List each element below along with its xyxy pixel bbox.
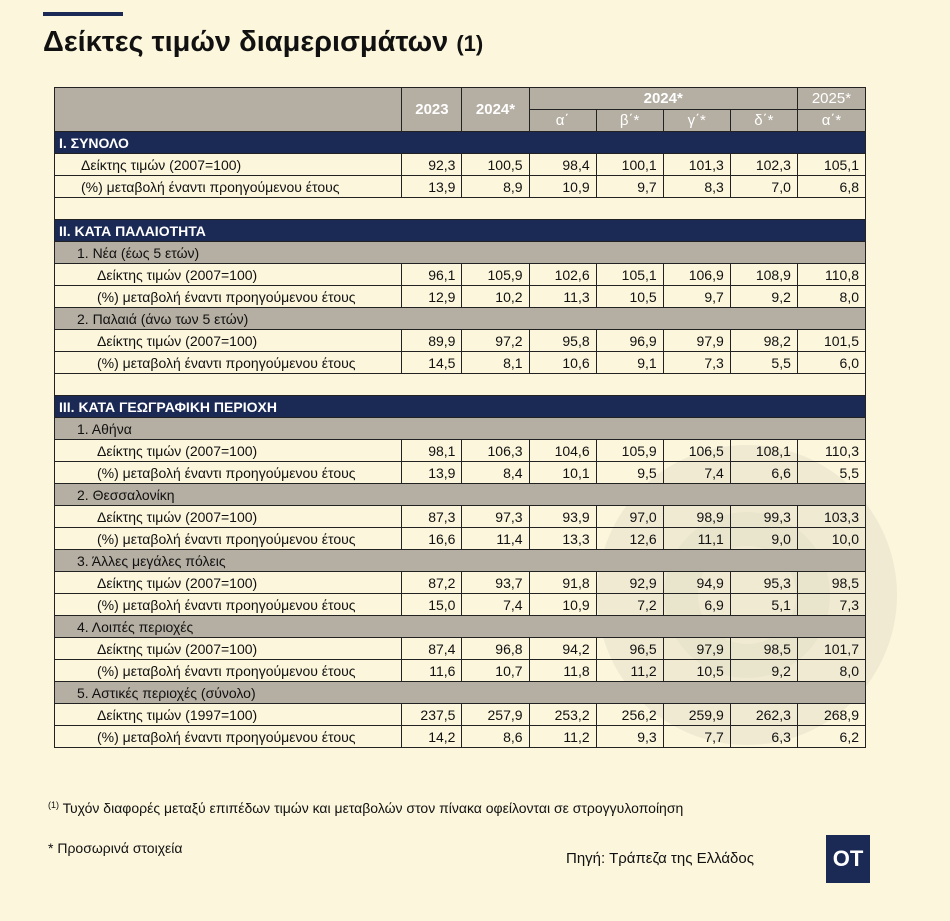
table-cell: 257,9 xyxy=(462,704,529,726)
row-label: Δείκτης τιμών (2007=100) xyxy=(55,440,402,462)
table-cell: 8,9 xyxy=(462,176,529,198)
table-cell: 237,5 xyxy=(402,704,462,726)
table-row xyxy=(55,286,866,308)
subsection-old xyxy=(55,308,866,330)
footnote-mark: (1) xyxy=(48,800,59,810)
table-cell: 7,3 xyxy=(797,594,865,616)
table-cell: 94,2 xyxy=(529,638,596,660)
table-cell: 105,9 xyxy=(462,264,529,286)
row-label: (%) μεταβολή έναντι προηγούμενου έτους xyxy=(55,660,402,682)
table-row xyxy=(55,704,866,726)
table-cell: 5,1 xyxy=(730,594,797,616)
table-cell: 87,4 xyxy=(402,638,462,660)
table-cell: 104,6 xyxy=(529,440,596,462)
table-cell: 8,0 xyxy=(797,286,865,308)
table-cell: 11,8 xyxy=(529,660,596,682)
table-cell: 12,6 xyxy=(596,528,663,550)
header-2023: 2023 xyxy=(402,88,462,132)
header-q-a: α΄ xyxy=(529,110,596,132)
table-cell: 105,9 xyxy=(596,440,663,462)
table-cell: 97,3 xyxy=(462,506,529,528)
table-cell: 6,8 xyxy=(797,176,865,198)
header-q-c: γ΄* xyxy=(663,110,730,132)
section-label: ΙΙ. ΚΑΤΑ ΠΑΛΑΙΟΤΗΤΑ xyxy=(55,220,866,242)
table-cell: 105,1 xyxy=(797,154,865,176)
page-title xyxy=(43,26,483,59)
table-row xyxy=(55,594,866,616)
table-cell: 9,3 xyxy=(596,726,663,748)
table-cell: 101,7 xyxy=(797,638,865,660)
section-age xyxy=(55,220,866,242)
table-row xyxy=(55,352,866,374)
table-cell: 7,7 xyxy=(663,726,730,748)
table-cell: 89,9 xyxy=(402,330,462,352)
table-cell: 8,4 xyxy=(462,462,529,484)
row-label: (%) μεταβολή έναντι προηγούμενου έτους xyxy=(55,528,402,550)
table-cell: 10,5 xyxy=(663,660,730,682)
table-cell: 8,0 xyxy=(797,660,865,682)
table-cell: 106,3 xyxy=(462,440,529,462)
header-row-top xyxy=(55,88,866,110)
table-cell: 97,0 xyxy=(596,506,663,528)
table-cell: 14,5 xyxy=(402,352,462,374)
table-cell: 9,7 xyxy=(663,286,730,308)
table-cell: 93,9 xyxy=(529,506,596,528)
header-group-2025: 2025* xyxy=(797,88,865,110)
table-cell: 11,3 xyxy=(529,286,596,308)
subsection-label: 1. Νέα (έως 5 ετών) xyxy=(55,242,866,264)
footnote-rounding xyxy=(48,800,683,816)
header-q-2025a: α΄* xyxy=(797,110,865,132)
table-cell: 11,1 xyxy=(663,528,730,550)
table-cell: 98,2 xyxy=(730,330,797,352)
table-row xyxy=(55,726,866,748)
table-cell: 10,9 xyxy=(529,176,596,198)
table-cell: 97,9 xyxy=(663,330,730,352)
subsection-label: 1. Αθήνα xyxy=(55,418,866,440)
ot-logo: ΟΤ xyxy=(826,835,870,883)
header-q-b: β΄* xyxy=(596,110,663,132)
table-cell: 10,6 xyxy=(529,352,596,374)
row-label: Δείκτης τιμών (2007=100) xyxy=(55,154,402,176)
table-cell: 13,9 xyxy=(402,176,462,198)
table-cell: 11,2 xyxy=(529,726,596,748)
subsection-thessaloniki xyxy=(55,484,866,506)
table-cell: 6,6 xyxy=(730,462,797,484)
subsection-athens xyxy=(55,418,866,440)
table-cell: 9,2 xyxy=(730,286,797,308)
table-cell: 96,9 xyxy=(596,330,663,352)
table-cell: 106,9 xyxy=(663,264,730,286)
table-cell: 259,9 xyxy=(663,704,730,726)
table-cell: 11,6 xyxy=(402,660,462,682)
table-cell: 10,5 xyxy=(596,286,663,308)
table-row xyxy=(55,572,866,594)
table-cell: 8,6 xyxy=(462,726,529,748)
title-note: (1) xyxy=(456,31,484,56)
table-cell: 256,2 xyxy=(596,704,663,726)
subsection-label: 2. Παλαιά (άνω των 5 ετών) xyxy=(55,308,866,330)
row-label: (%) μεταβολή έναντι προηγούμενου έτους xyxy=(55,176,402,198)
table-cell: 11,4 xyxy=(462,528,529,550)
row-label: Δείκτης τιμών (2007=100) xyxy=(55,506,402,528)
table-cell: 96,5 xyxy=(596,638,663,660)
table-cell: 95,8 xyxy=(529,330,596,352)
table-cell: 101,3 xyxy=(663,154,730,176)
subsection-label: 2. Θεσσαλονίκη xyxy=(55,484,866,506)
table-cell: 103,3 xyxy=(797,506,865,528)
table-cell: 100,1 xyxy=(596,154,663,176)
table-cell: 100,5 xyxy=(462,154,529,176)
table-cell: 94,9 xyxy=(663,572,730,594)
table-cell: 6,2 xyxy=(797,726,865,748)
table-cell: 110,3 xyxy=(797,440,865,462)
table-cell: 13,9 xyxy=(402,462,462,484)
top-accent-bar xyxy=(43,12,123,16)
subsection-rest xyxy=(55,616,866,638)
table-cell: 8,3 xyxy=(663,176,730,198)
footnote-text: Τυχόν διαφορές μεταξύ επιπέδων τιμών και μεταβολών στον πίνακα οφείλονται σε στρογγυλοποίηση xyxy=(62,800,684,816)
table-cell: 7,4 xyxy=(462,594,529,616)
spacer-row xyxy=(55,198,866,220)
table-cell: 98,5 xyxy=(797,572,865,594)
footnote-provisional: * Προσωρινά στοιχεία xyxy=(48,840,183,856)
table-cell: 16,6 xyxy=(402,528,462,550)
table-cell: 87,3 xyxy=(402,506,462,528)
section-label: Ι. ΣΥΝΟΛΟ xyxy=(55,132,866,154)
table-row xyxy=(55,154,866,176)
table-cell: 106,5 xyxy=(663,440,730,462)
table-cell: 102,3 xyxy=(730,154,797,176)
table-cell: 5,5 xyxy=(730,352,797,374)
source-text: Πηγή: Τράπεζα της Ελλάδος xyxy=(566,850,754,867)
table-cell: 98,9 xyxy=(663,506,730,528)
row-label: Δείκτης τιμών (2007=100) xyxy=(55,572,402,594)
table-cell: 10,2 xyxy=(462,286,529,308)
table-cell: 6,0 xyxy=(797,352,865,374)
header-2024: 2024* xyxy=(462,88,529,132)
header-blank xyxy=(55,88,402,132)
row-label: Δείκτης τιμών (2007=100) xyxy=(55,330,402,352)
header-q-d: δ΄* xyxy=(730,110,797,132)
table-cell: 97,2 xyxy=(462,330,529,352)
table-row xyxy=(55,528,866,550)
row-label: (%) μεταβολή έναντι προηγούμενου έτους xyxy=(55,352,402,374)
table-row xyxy=(55,440,866,462)
row-label: Δείκτης τιμών (1997=100) xyxy=(55,704,402,726)
table-row xyxy=(55,660,866,682)
table-cell: 12,9 xyxy=(402,286,462,308)
table-cell: 7,4 xyxy=(663,462,730,484)
table-cell: 13,3 xyxy=(529,528,596,550)
row-label: (%) μεταβολή έναντι προηγούμενου έτους xyxy=(55,462,402,484)
table-cell: 99,3 xyxy=(730,506,797,528)
table-cell: 9,1 xyxy=(596,352,663,374)
table-cell: 6,9 xyxy=(663,594,730,616)
table-cell: 92,3 xyxy=(402,154,462,176)
table-cell: 10,1 xyxy=(529,462,596,484)
table-cell: 14,2 xyxy=(402,726,462,748)
title-text: Δείκτες τιμών διαμερισμάτων xyxy=(43,26,449,58)
row-label: (%) μεταβολή έναντι προηγούμενου έτους xyxy=(55,726,402,748)
subsection-label: 4. Λοιπές περιοχές xyxy=(55,616,866,638)
table-cell: 10,0 xyxy=(797,528,865,550)
table-row xyxy=(55,264,866,286)
row-label: Δείκτης τιμών (2007=100) xyxy=(55,638,402,660)
table-cell: 7,3 xyxy=(663,352,730,374)
table-cell: 108,9 xyxy=(730,264,797,286)
table-row xyxy=(55,462,866,484)
table-cell: 110,8 xyxy=(797,264,865,286)
table-cell: 9,7 xyxy=(596,176,663,198)
table-cell: 9,2 xyxy=(730,660,797,682)
table-cell: 105,1 xyxy=(596,264,663,286)
table-cell: 7,2 xyxy=(596,594,663,616)
table-row xyxy=(55,506,866,528)
table-cell: 95,3 xyxy=(730,572,797,594)
section-region xyxy=(55,396,866,418)
table-cell: 91,8 xyxy=(529,572,596,594)
table-cell: 87,2 xyxy=(402,572,462,594)
price-index-table xyxy=(54,87,866,748)
table-cell: 7,0 xyxy=(730,176,797,198)
table-row xyxy=(55,638,866,660)
table-cell: 108,1 xyxy=(730,440,797,462)
table-cell: 98,4 xyxy=(529,154,596,176)
table-cell: 92,9 xyxy=(596,572,663,594)
subsection-label: 5. Αστικές περιοχές (σύνολο) xyxy=(55,682,866,704)
section-label: ΙΙΙ. ΚΑΤΑ ΓΕΩΓΡΑΦΙΚΗ ΠΕΡΙΟΧΗ xyxy=(55,396,866,418)
header-group-2024: 2024* xyxy=(529,88,797,110)
table-cell: 98,5 xyxy=(730,638,797,660)
table-cell: 262,3 xyxy=(730,704,797,726)
table-cell: 101,5 xyxy=(797,330,865,352)
table-cell: 8,1 xyxy=(462,352,529,374)
table-cell: 10,7 xyxy=(462,660,529,682)
table-row xyxy=(55,176,866,198)
table-cell: 98,1 xyxy=(402,440,462,462)
spacer-row xyxy=(55,374,866,396)
table-cell: 96,1 xyxy=(402,264,462,286)
subsection-urban xyxy=(55,682,866,704)
table-cell: 6,3 xyxy=(730,726,797,748)
row-label: (%) μεταβολή έναντι προηγούμενου έτους xyxy=(55,286,402,308)
table-cell: 253,2 xyxy=(529,704,596,726)
table-cell: 11,2 xyxy=(596,660,663,682)
table-cell: 5,5 xyxy=(797,462,865,484)
subsection-new xyxy=(55,242,866,264)
table-cell: 9,0 xyxy=(730,528,797,550)
row-label: (%) μεταβολή έναντι προηγούμενου έτους xyxy=(55,594,402,616)
table-cell: 102,6 xyxy=(529,264,596,286)
section-total xyxy=(55,132,866,154)
table-cell: 10,9 xyxy=(529,594,596,616)
table-row xyxy=(55,330,866,352)
table-cell: 93,7 xyxy=(462,572,529,594)
row-label: Δείκτης τιμών (2007=100) xyxy=(55,264,402,286)
table-cell: 15,0 xyxy=(402,594,462,616)
table-cell: 9,5 xyxy=(596,462,663,484)
subsection-label: 3. Άλλες μεγάλες πόλεις xyxy=(55,550,866,572)
subsection-big-cities xyxy=(55,550,866,572)
table-cell: 97,9 xyxy=(663,638,730,660)
table-cell: 96,8 xyxy=(462,638,529,660)
table-cell: 268,9 xyxy=(797,704,865,726)
